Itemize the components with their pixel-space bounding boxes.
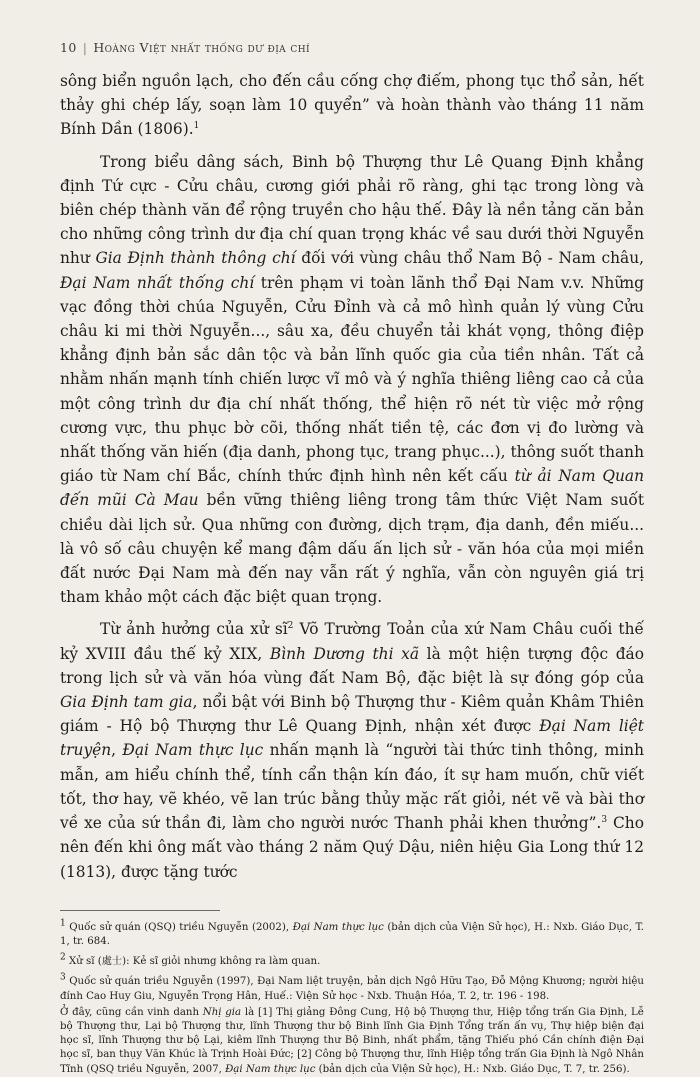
footnote-3 [60,972,644,1003]
main-text [60,69,644,884]
paragraph-2 [60,150,644,610]
book-title: Hoàng Việt nhất thống dư địa chí [93,40,310,55]
paragraph-1 [60,69,644,142]
paragraph-text: Võ Trường Toản của xứ Nam Châu cuối thế kỷ XVIII đầu thế kỷ XIX, [60,620,644,663]
book-title-italic: Gia Định thành thông chí [95,249,296,268]
footnotes [60,918,645,1077]
footnote-text: Quốc sử quán (QSQ) triều Nguyễn (2002), [65,921,293,933]
paragraph-text: Cho nên đến khi ông mất vào tháng 2 năm Quý Dậu, niên hiệu Gia Long thứ 12 (1813), được tặng tước [60,814,644,881]
book-title-italic: Bình Dương thi xã [269,644,419,663]
footnote-text: (bản dịch của Viện Sử học), H.: Nxb. Giáo Dục, T. 7, tr. 256). [315,1063,630,1075]
book-title-italic: Gia Định tam gia [60,693,193,712]
paragraph-text: đối với vùng châu thổ Nam Bộ - Nam châu, [295,249,644,268]
paragraph-text: nhấn mạnh là “người tài thức tinh thông, minh mẫn, am hiểu chính thể, tính cẩn thận kín đáo, ít sự ham muốn, chữ viết tốt, thơ hay, vẽ khéo, vẽ lan trúc bằng thủy mặc rất giỏi, nét vẽ và bài thơ về xe của sứ thần đi, làm cho người nước Thanh phải khen thưởng”. [60,741,644,833]
footnote-number: 3 [60,972,66,983]
book-title-italic: Đại Nam thực lục [292,921,384,933]
paragraph-text: , nổi bật với Binh bộ Thượng thư - Kiêm quản Khâm Thiên giám - Hộ bộ Thượng thư Lê Quang Định, nhận xét được [60,693,644,736]
footnote-ref-2[interactable]: 2 [287,621,294,632]
footnote-ref-3[interactable]: 3 [601,814,608,825]
footnote-divider [60,910,220,911]
footnote-3-continuation [60,1006,644,1077]
book-title-italic: Đại Nam liệt truyện [60,717,644,760]
footnote-2 [60,952,644,969]
running-header [60,40,644,55]
book-title-italic: Đại Nam nhất thống chí [60,273,255,292]
paragraph-text: Trong biểu dâng sách, Binh bộ Thượng thư Lê Quang Định khẳng định Tứ cực - Cửu châu, cương giới phải rõ ràng, ghi tạc trong lòng và biên chép thành văn để rộng truyền cho hậu thế. Đây là nền tảng căn bản cho những công trình dư địa chí quan trọng khác về sau dưới thời Nguyễn như [60,152,644,268]
footnote-text: (bản dịch của Viện Sử học), H.: Nxb. Giáo Dục, T. 1, tr. 684. [60,921,644,947]
header-separator: | [82,40,88,55]
footnote-text: Xử sĩ (處士): Kẻ sĩ giỏi nhưng không ra làm quan. [65,956,321,968]
paragraph-text: Từ ảnh hưởng của xử sĩ [100,620,288,639]
paragraph-text: trên phạm vi toàn lãnh thổ Đại Nam v.v. Những vạc đồng thời chúa Nguyễn, Cửu Đỉnh và cả mô hình quản lý vùng Cửu châu ki mi thời Nguyễn..., sâu xa, đều chuyển tải khát vọng, thông điệp khẳng định bản sắc dân tộc và bản lĩnh quốc gia của tiền nhân. Tất cả nhằm nhấn mạnh tính chiến lược vĩ mô và ý nghĩa thiêng liêng cao cả của một công trình dư địa chí nhất thống, thể hiện rõ nét từ việc mở rộng cương vực, thu phục bờ cõi, thống nhất tiền tệ, các đơn vị đo lường và nhất thống văn hiến (địa danh, phong tục, trang phục...), thông suốt thanh giáo từ Nam chí Bắc, chính thức định hình nên kết cấu [60,273,644,486]
paragraph-text: , [111,741,123,760]
footnote-number: 2 [60,952,66,963]
footnote-1 [60,918,644,949]
term-italic: Nhị gia [202,1006,242,1018]
footnote-number: 1 [60,918,66,929]
book-title-italic: Đại Nam thực lục [122,741,264,760]
footnote-text: là [1] Thị giảng Đông Cung, Hộ bộ Thượng thư, Hiệp tổng trấn Gia Định, Lễ bộ Thượng thư, Lại bộ Thượng thư, lĩnh Thượng thư bộ Binh lĩnh Gia Định Tổng trấn ấn vụ, Thự hiệp biện đại học sĩ, lĩnh Thượng thư bộ Lại, kiêm lĩnh Thượng thư Bộ Binh, nhất phẩm, tặng Thiếu phó Cần chính điện Đại học sĩ, ban thụy Văn Khúc là Trịnh Hoài Đức; [2] Công bộ Thượng thư, lĩnh Hiệp tổng trấn Gia Định là Ngô Nhân Tĩnh (QSQ triều Nguyễn, 2007, [60,1006,645,1075]
book-title-italic: Đại Nam thực lục [225,1063,316,1075]
paragraph-text: bền vững thiêng liêng trong tâm thức Việt Nam suốt chiều dài lịch sử. Qua những con đường, dịch trạm, địa danh, đền miếu... là vô số câu chuyện kể mang đậm dấu ấn lịch sử - văn hóa của mọi miền đất nước Đại Nam mà đến nay vẫn rất ý nghĩa, vẫn còn nguyên giá trị tham khảo một cách đặc biệt quan trọng. [60,491,645,607]
footnote-text: Ở đây, cũng cần vinh danh [60,1006,203,1018]
paragraph-3 [60,617,644,883]
footnote-ref-1[interactable]: 1 [193,121,200,132]
page-number: 10 [60,40,77,55]
paragraph-text: là một hiện tượng độc đáo trong lịch sử và văn hóa vùng đất Nam Bộ, đặc biệt là sự đóng góp của [60,644,645,687]
phrase-italic: từ ải Nam Quan đến mũi Cà Mau [60,467,644,510]
footnote-text: Quốc sử quán triều Nguyễn (1997), Đại Nam liệt truyện, bản dịch Ngô Hữu Tạo, Đỗ Mộng Khương; người hiệu đính Cao Huy Giu, Nguyễn Trọng Hân, Huế.: Viện Sử học - Nxb. Thuận Hóa, T. 2, tr. 196 - 198. [60,976,644,1002]
paragraph-text: sông biển nguồn lạch, cho đến cầu cống chợ điếm, phong tục thổ sản, hết thảy ghi chép lấy, soạn làm 10 quyển” và hoàn thành vào tháng 11 năm Bính Dần (1806). [60,72,644,139]
